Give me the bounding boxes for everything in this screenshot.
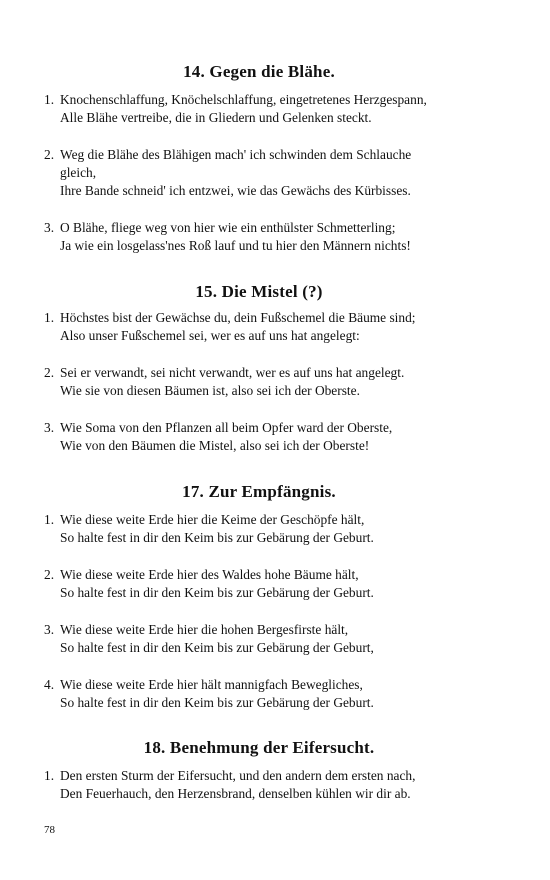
stanza-number: 3.: [44, 420, 55, 435]
verse-line: Höchstes bist der Gewächse du, dein Fußschemel die Bäume sind;: [60, 310, 416, 325]
verse-line: So halte fest in dir den Keim bis zur Gebärung der Geburt.: [60, 695, 374, 710]
verse-line: So halte fest in dir den Keim bis zur Gebärung der Geburt.: [60, 530, 374, 545]
stanza: [44, 511, 474, 547]
stanza: [44, 91, 474, 127]
section-title: 18. Benehmung der Eifersucht.: [143, 738, 375, 757]
stanza: [44, 767, 474, 803]
stanza-number: 4.: [44, 677, 55, 692]
verse-line: So halte fest in dir den Keim bis zur Gebärung der Geburt,: [60, 640, 374, 655]
stanza: [44, 621, 474, 657]
verse-line: Wie sie von diesen Bäumen ist, also sei ich der Oberste.: [60, 383, 360, 398]
stanza-number: 1.: [44, 310, 55, 325]
section-15: [44, 282, 474, 455]
verse-line: Also unser Fußschemel sei, wer es auf uns hat angelegt:: [60, 328, 360, 343]
stanza: [44, 146, 474, 200]
stanza-number: 2.: [44, 365, 55, 380]
stanza-number: 1.: [44, 512, 55, 527]
stanza: [44, 309, 474, 345]
verse-line: Den Feuerhauch, den Herzensbrand, denselben kühlen wir dir ab.: [60, 786, 411, 801]
stanza-number: 3.: [44, 622, 55, 637]
stanza: [44, 364, 474, 400]
section-14: [44, 62, 474, 255]
verse-line: Wie diese weite Erde hier die Keime der Geschöpfe hält,: [60, 512, 365, 527]
verse-line: gleich,: [60, 165, 97, 180]
verse-line: Wie diese weite Erde hier die hohen Bergesfirste hält,: [60, 622, 349, 637]
verse-line: Sei er verwandt, sei nicht verwandt, wer es auf uns hat angelegt.: [60, 365, 405, 380]
verse-line: O Blähe, fliege weg von hier wie ein enthülster Schmetterling;: [60, 220, 396, 235]
verse-line: So halte fest in dir den Keim bis zur Gebärung der Geburt.: [60, 585, 374, 600]
verse-line: Wie diese weite Erde hier des Waldes hohe Bäume hält,: [60, 567, 359, 582]
stanza-number: 3.: [44, 220, 55, 235]
verse-line: Wie Soma von den Pflanzen all beim Opfer ward der Oberste,: [60, 420, 393, 435]
verse-line: Knochenschlaffung, Knöchelschlaffung, eingetretenes Herzgespann,: [60, 92, 427, 107]
verse-line: Wie von den Bäumen die Mistel, also sei ich der Oberste!: [60, 438, 370, 453]
verse-line: Ihre Bande schneid' ich entzwei, wie das Gewächs des Kürbisses.: [60, 183, 411, 198]
section-18: [44, 738, 474, 803]
stanza: [44, 219, 474, 255]
stanza-number: 1.: [44, 92, 55, 107]
section-title: 17. Zur Empfängnis.: [182, 482, 336, 501]
stanza: [44, 566, 474, 602]
verse-line: Ja wie ein losgelass'nes Roß lauf und tu hier den Männern nichts!: [60, 238, 411, 253]
verse-line: Wie diese weite Erde hier hält mannigfach Bewegliches,: [60, 677, 363, 692]
stanza: [44, 419, 474, 455]
section-title: 15. Die Mistel (?): [195, 282, 323, 301]
stanza-number: 2.: [44, 567, 55, 582]
page-number: 78: [44, 824, 55, 836]
stanza: [44, 676, 474, 712]
verse-line: Alle Blähe vertreibe, die in Gliedern und Gelenken steckt.: [60, 110, 372, 125]
section-title: 14. Gegen die Blähe.: [183, 62, 335, 81]
stanza-number: 1.: [44, 768, 55, 783]
verse-line: Weg die Blähe des Blähigen mach' ich schwinden dem Schlauche: [60, 147, 412, 162]
verse-line: Den ersten Sturm der Eifersucht, und den andern dem ersten nach,: [60, 768, 416, 783]
section-17: [44, 482, 474, 712]
stanza-number: 2.: [44, 147, 55, 162]
